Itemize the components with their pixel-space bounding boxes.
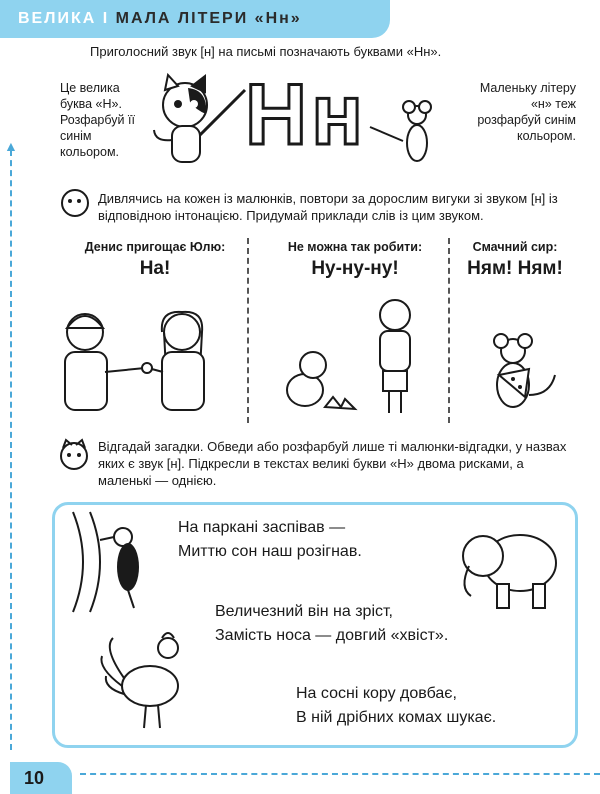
woodpecker-illustration	[68, 512, 153, 612]
title-letters: «Нн»	[254, 10, 302, 27]
page-title	[18, 10, 302, 28]
column-divider-2	[448, 238, 450, 423]
title-part-dark: МАЛА ЛІТЕРИ	[115, 10, 249, 27]
boy-dog-illustration	[285, 295, 435, 420]
riddle2-line2: Замість носа — довгий «хвіст».	[215, 627, 449, 644]
riddle3-line1: На сосні кору довбає,	[296, 685, 457, 702]
mouse-teacher-illustration	[375, 105, 435, 165]
mouse-task-icon	[60, 188, 90, 218]
column3-caption: Смачний сир:	[472, 240, 558, 254]
column2-caption: Не можна так робити:	[287, 240, 423, 254]
dashed-border-bottom	[80, 773, 600, 775]
title-part-light: ВЕЛИКА І	[18, 10, 110, 27]
page-number: 10	[24, 768, 45, 788]
riddle2-line1: Величезний він на зріст,	[215, 603, 393, 620]
cat-task-icon	[58, 440, 90, 472]
task1-instructions: Дивлячись на кожен із малюнків, повтори за дорослим вигуки зі звуком [н] із відповідною інтонацією. Придумай приклади слів із цим звуком.	[98, 191, 558, 223]
column-divider-1	[247, 238, 249, 423]
left-note: Це велика буква «Н». Розфарбуй її синім кольором.	[60, 81, 135, 159]
right-note: Маленьку літеру «н» теж розфарбуй синім кольором.	[477, 81, 576, 143]
cat-teacher-illustration	[150, 80, 250, 170]
riddle3-line2: В ній дрібних комах шукає.	[296, 709, 497, 726]
column1-caption: Денис пригощає Юлю:	[84, 240, 226, 254]
elephant-illustration	[455, 518, 560, 613]
column3-exclaim: Ням! Ням!	[467, 258, 563, 279]
rooster-illustration	[98, 628, 198, 733]
intro-text: Приголосний звук [н] на письмі позначають буквами «Нн».	[90, 44, 442, 59]
column1-exclaim: На!	[139, 258, 171, 279]
task2-instructions: Відгадай загадки. Обведи або розфарбуй лише ті малюнки-відгадки, у назвах яких є звук [н]. Підкресли в текстах великі букви «Н» двома рисками, а маленькі — однією.	[98, 439, 567, 488]
riddle-woodpecker-hint	[178, 516, 362, 564]
riddle-elephant	[215, 600, 448, 648]
arrow-up-icon: ▲	[4, 138, 18, 154]
dashed-border-left	[10, 150, 12, 750]
column2-exclaim: Ну-ну-ну!	[311, 258, 399, 279]
riddle-woodpecker	[296, 682, 496, 730]
riddle1-line1: На паркані заспівав —	[178, 519, 346, 536]
mouse-cheese-illustration	[485, 335, 565, 420]
kids-sharing-illustration	[50, 310, 220, 420]
big-letters-hn: Нн	[245, 67, 368, 163]
riddle1-line2: Миттю сон наш розігнав.	[178, 543, 362, 560]
